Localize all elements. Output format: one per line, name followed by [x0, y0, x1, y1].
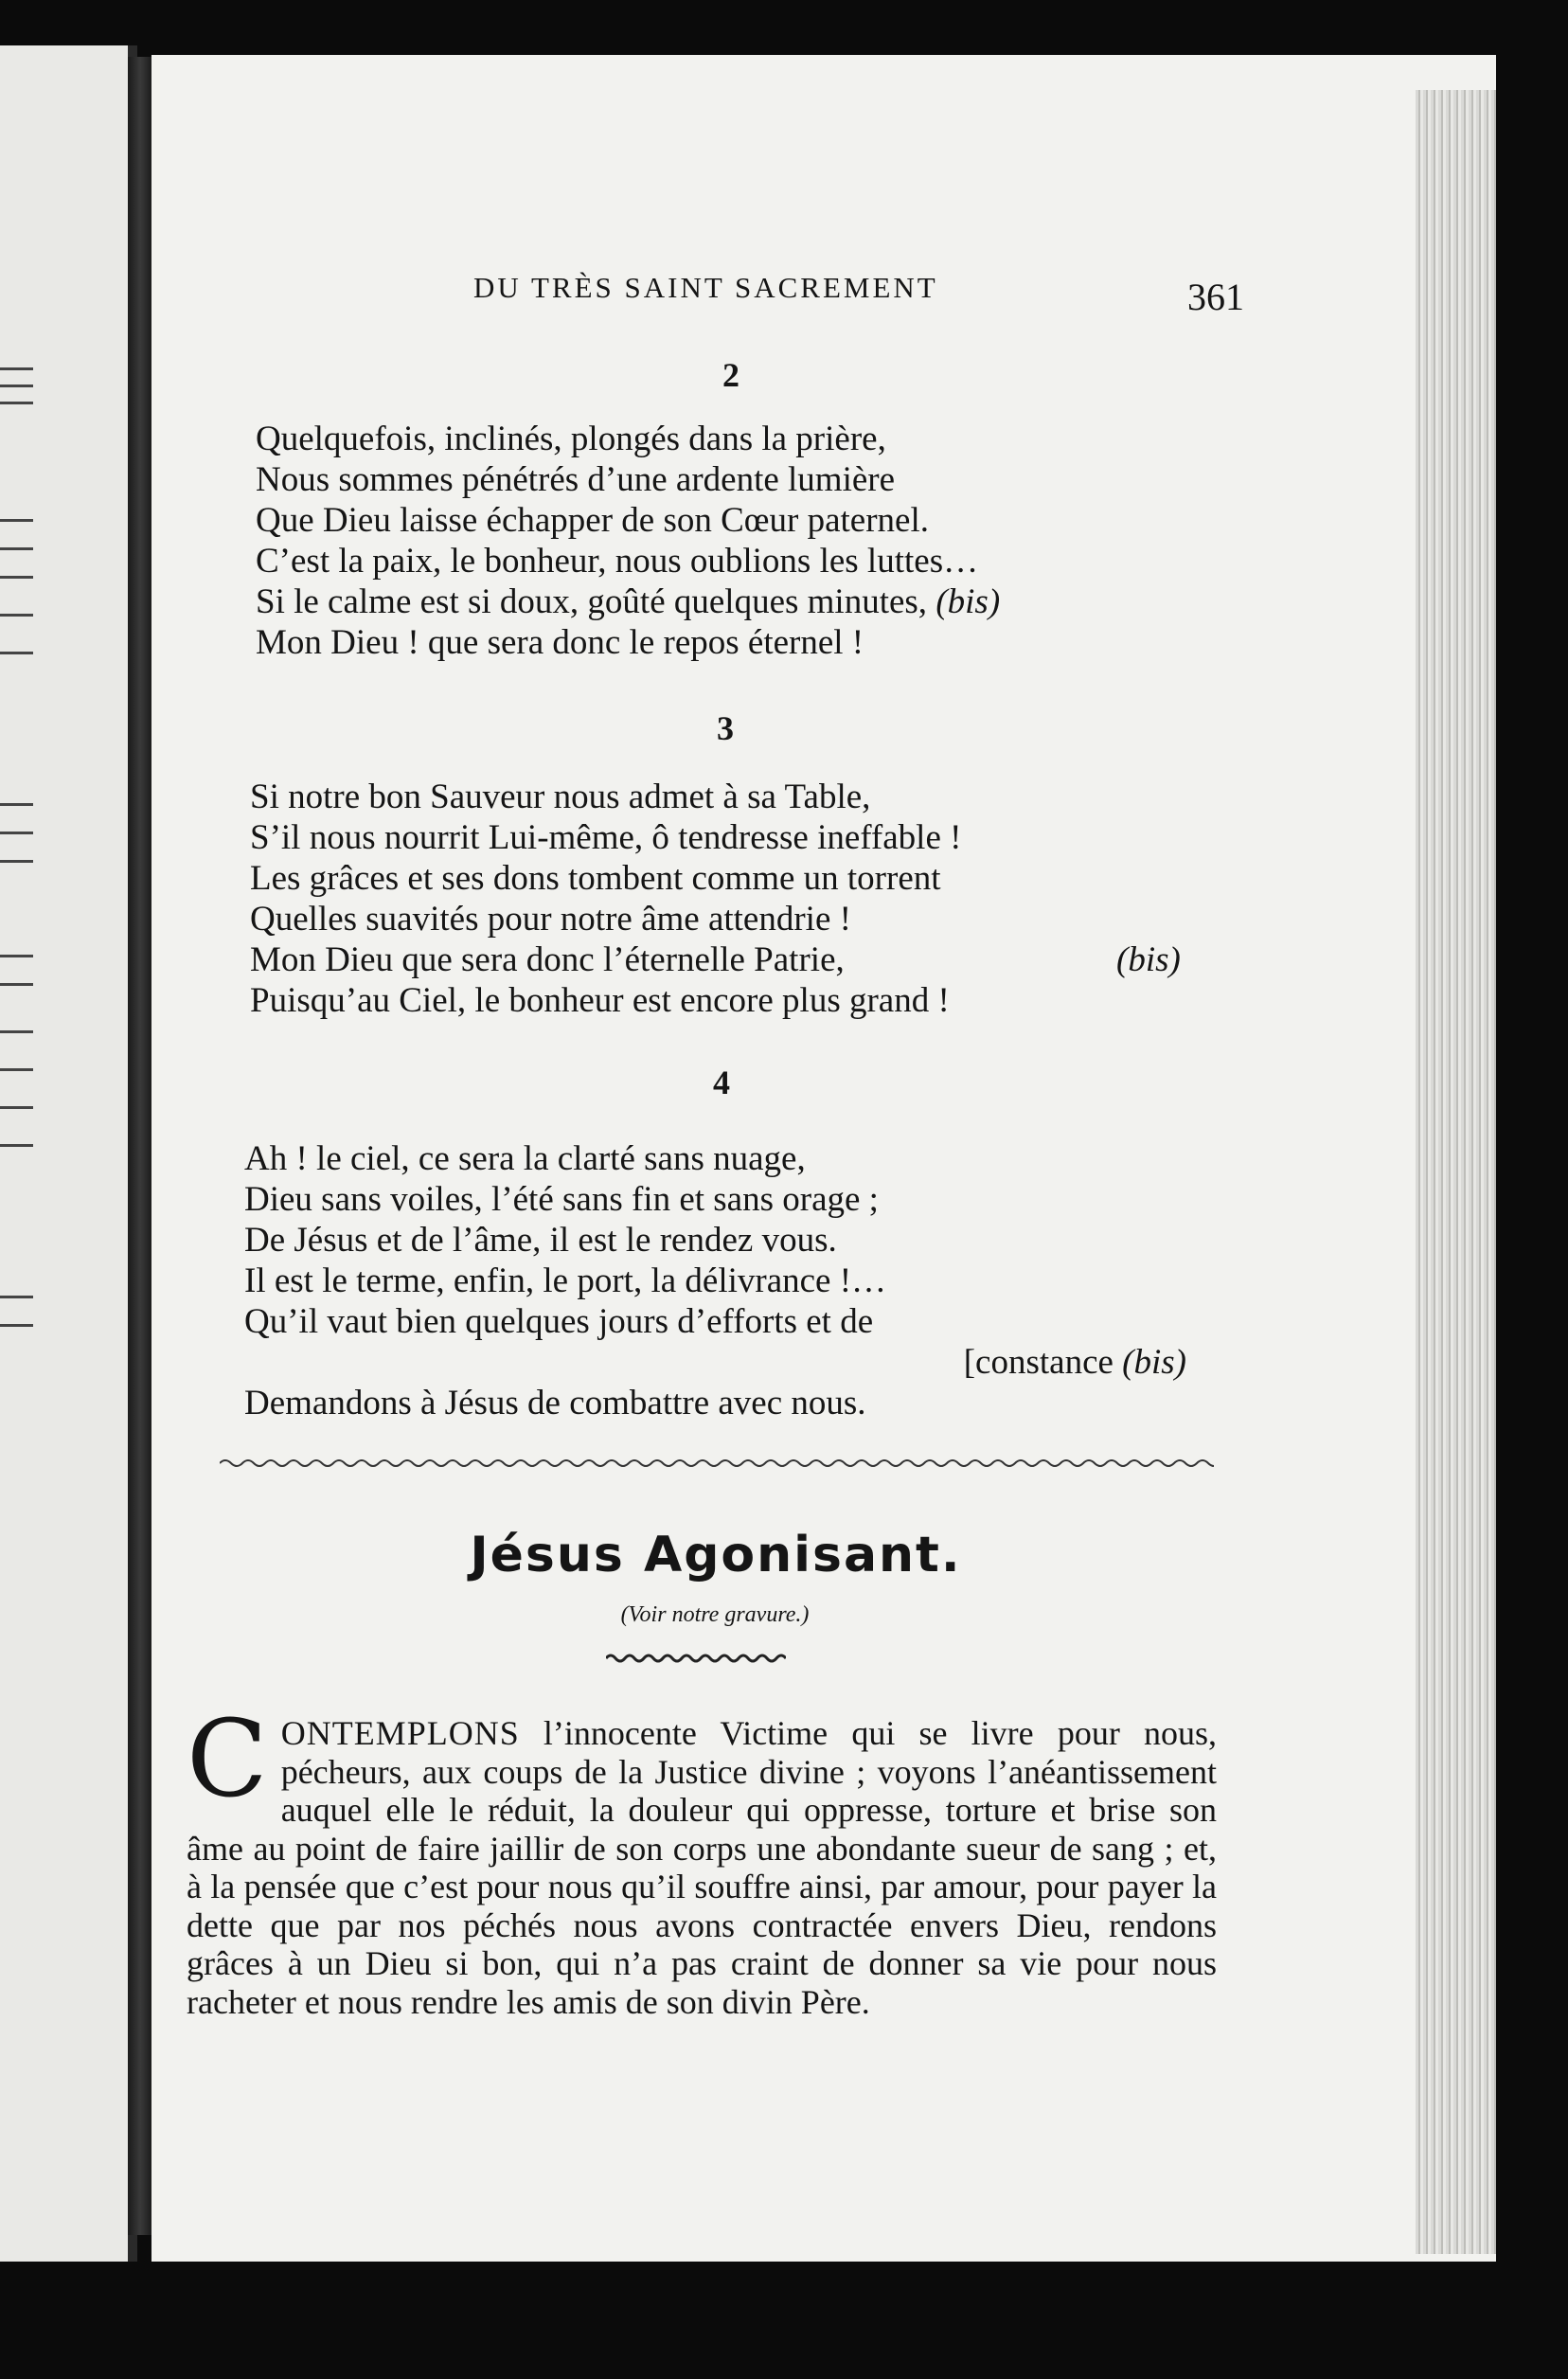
stanza-number: 2	[722, 356, 739, 394]
bis-marker: (bis)	[935, 582, 1001, 621]
stanza-3	[250, 777, 1197, 1021]
verse-line-turnover	[244, 1342, 1191, 1383]
verse-line: Il est le terme, enfin, le port, la délivrance !…	[244, 1261, 887, 1300]
verse-line: Demandons à Jésus de combattre avec nous.	[244, 1384, 866, 1422]
bis-marker: (bis)	[1116, 940, 1181, 979]
verse-line: Quelquefois, inclinés, plongés dans la prière,	[256, 420, 886, 458]
bis-marker: (bis)	[1122, 1343, 1186, 1382]
verse-line: Si notre bon Sauveur nous admet à sa Table,	[250, 778, 871, 816]
facing-page-rule	[0, 1324, 33, 1327]
facing-page-edge	[0, 45, 137, 2262]
verse-line: De Jésus et de l’âme, il est le rendez vous.	[244, 1221, 837, 1260]
page-number: 361	[1187, 276, 1244, 318]
facing-page-rule	[0, 955, 33, 957]
facing-page-rule	[0, 652, 33, 654]
facing-page-rule	[0, 1106, 33, 1109]
facing-page-rule	[0, 576, 33, 579]
body-paragraph	[187, 1698, 1217, 2021]
verse-line: Ah ! le ciel, ce sera la clarté sans nuage,	[244, 1139, 806, 1178]
facing-page-rule	[0, 385, 33, 387]
facing-page-rule	[0, 519, 33, 522]
verse-line: Que Dieu laisse échapper de son Cœur paternel.	[256, 501, 929, 540]
verse-text: [constance	[963, 1343, 1114, 1382]
facing-page-rule	[0, 983, 33, 986]
verse-line	[250, 939, 1197, 980]
stanza-number: 3	[717, 709, 734, 747]
verse-line: Nous sommes pénétrés d’une ardente lumière	[256, 460, 896, 499]
verse-line: S’il nous nourrit Lui-même, ô tendresse ineffable !	[250, 818, 962, 857]
verse-text: Si le calme est si doux, goûté quelques minutes,	[256, 582, 928, 621]
verse-line: Les grâces et ses dons tombent comme un torrent	[250, 859, 941, 898]
verse-line: C’est la paix, le bonheur, nous oublions les luttes…	[256, 542, 979, 581]
facing-page-rule	[0, 614, 33, 617]
facing-page-rule	[0, 402, 33, 404]
verse-line	[256, 581, 1203, 622]
wavy-separator	[220, 1456, 1214, 1471]
stanza-4	[244, 1138, 1191, 1423]
verse-line: Qu’il vaut bien quelques jours d’efforts et de	[244, 1302, 874, 1341]
page-edges	[1416, 90, 1496, 2254]
facing-page-rule	[0, 1144, 33, 1147]
paragraph-text: l’innocente Victime qui se livre pour nous, pécheurs, aux coups de la Justice divine ; voyons l’anéantissement auquel elle le réduit, la douleur qui oppresse, torture et brise son âme au point de faire jaillir de son corps une abondante sueur de sang ; et, à la pensée que c’est pour nous qu’il souffre ainsi, par amour, pour payer la dette que par nos péchés nous avons contractée envers Dieu, rendons grâces à un Dieu si bon, qui n’a pas craint de donner sa vie pour nous racheter et nous rendre les amis de son divin Père.	[187, 1714, 1217, 2021]
stanza-number: 4	[713, 1064, 730, 1101]
facing-page-rule	[0, 860, 33, 863]
title-ornament	[606, 1651, 786, 1666]
facing-page-rule	[0, 803, 33, 806]
verse-line: Mon Dieu ! que sera donc le repos éternel !	[256, 623, 864, 662]
lead-word: ONTEMPLONS	[280, 1714, 520, 1752]
facing-page-rule	[0, 832, 33, 834]
running-head: DU TRÈS SAINT SACREMENT	[473, 271, 938, 304]
book-spine	[128, 57, 152, 2235]
drop-cap: C	[187, 1698, 268, 1821]
facing-page-rule	[0, 367, 33, 370]
verse-line: Quelles suavités pour notre âme attendrie !	[250, 900, 851, 939]
facing-page-rule	[0, 547, 33, 550]
stanza-2	[256, 419, 1203, 663]
facing-page-rule	[0, 1296, 33, 1298]
verse-text: Mon Dieu que sera donc l’éternelle Patrie,	[250, 940, 845, 979]
verse-line: Puisqu’au Ciel, le bonheur est encore plus grand !	[250, 981, 950, 1020]
facing-page-rule	[0, 1068, 33, 1071]
verse-line: Dieu sans voiles, l’été sans fin et sans orage ;	[244, 1180, 879, 1219]
section-title: Jésus Agonisant.	[470, 1527, 962, 1583]
facing-page-rule	[0, 1030, 33, 1033]
section-subtitle: (Voir notre gravure.)	[620, 1602, 810, 1627]
